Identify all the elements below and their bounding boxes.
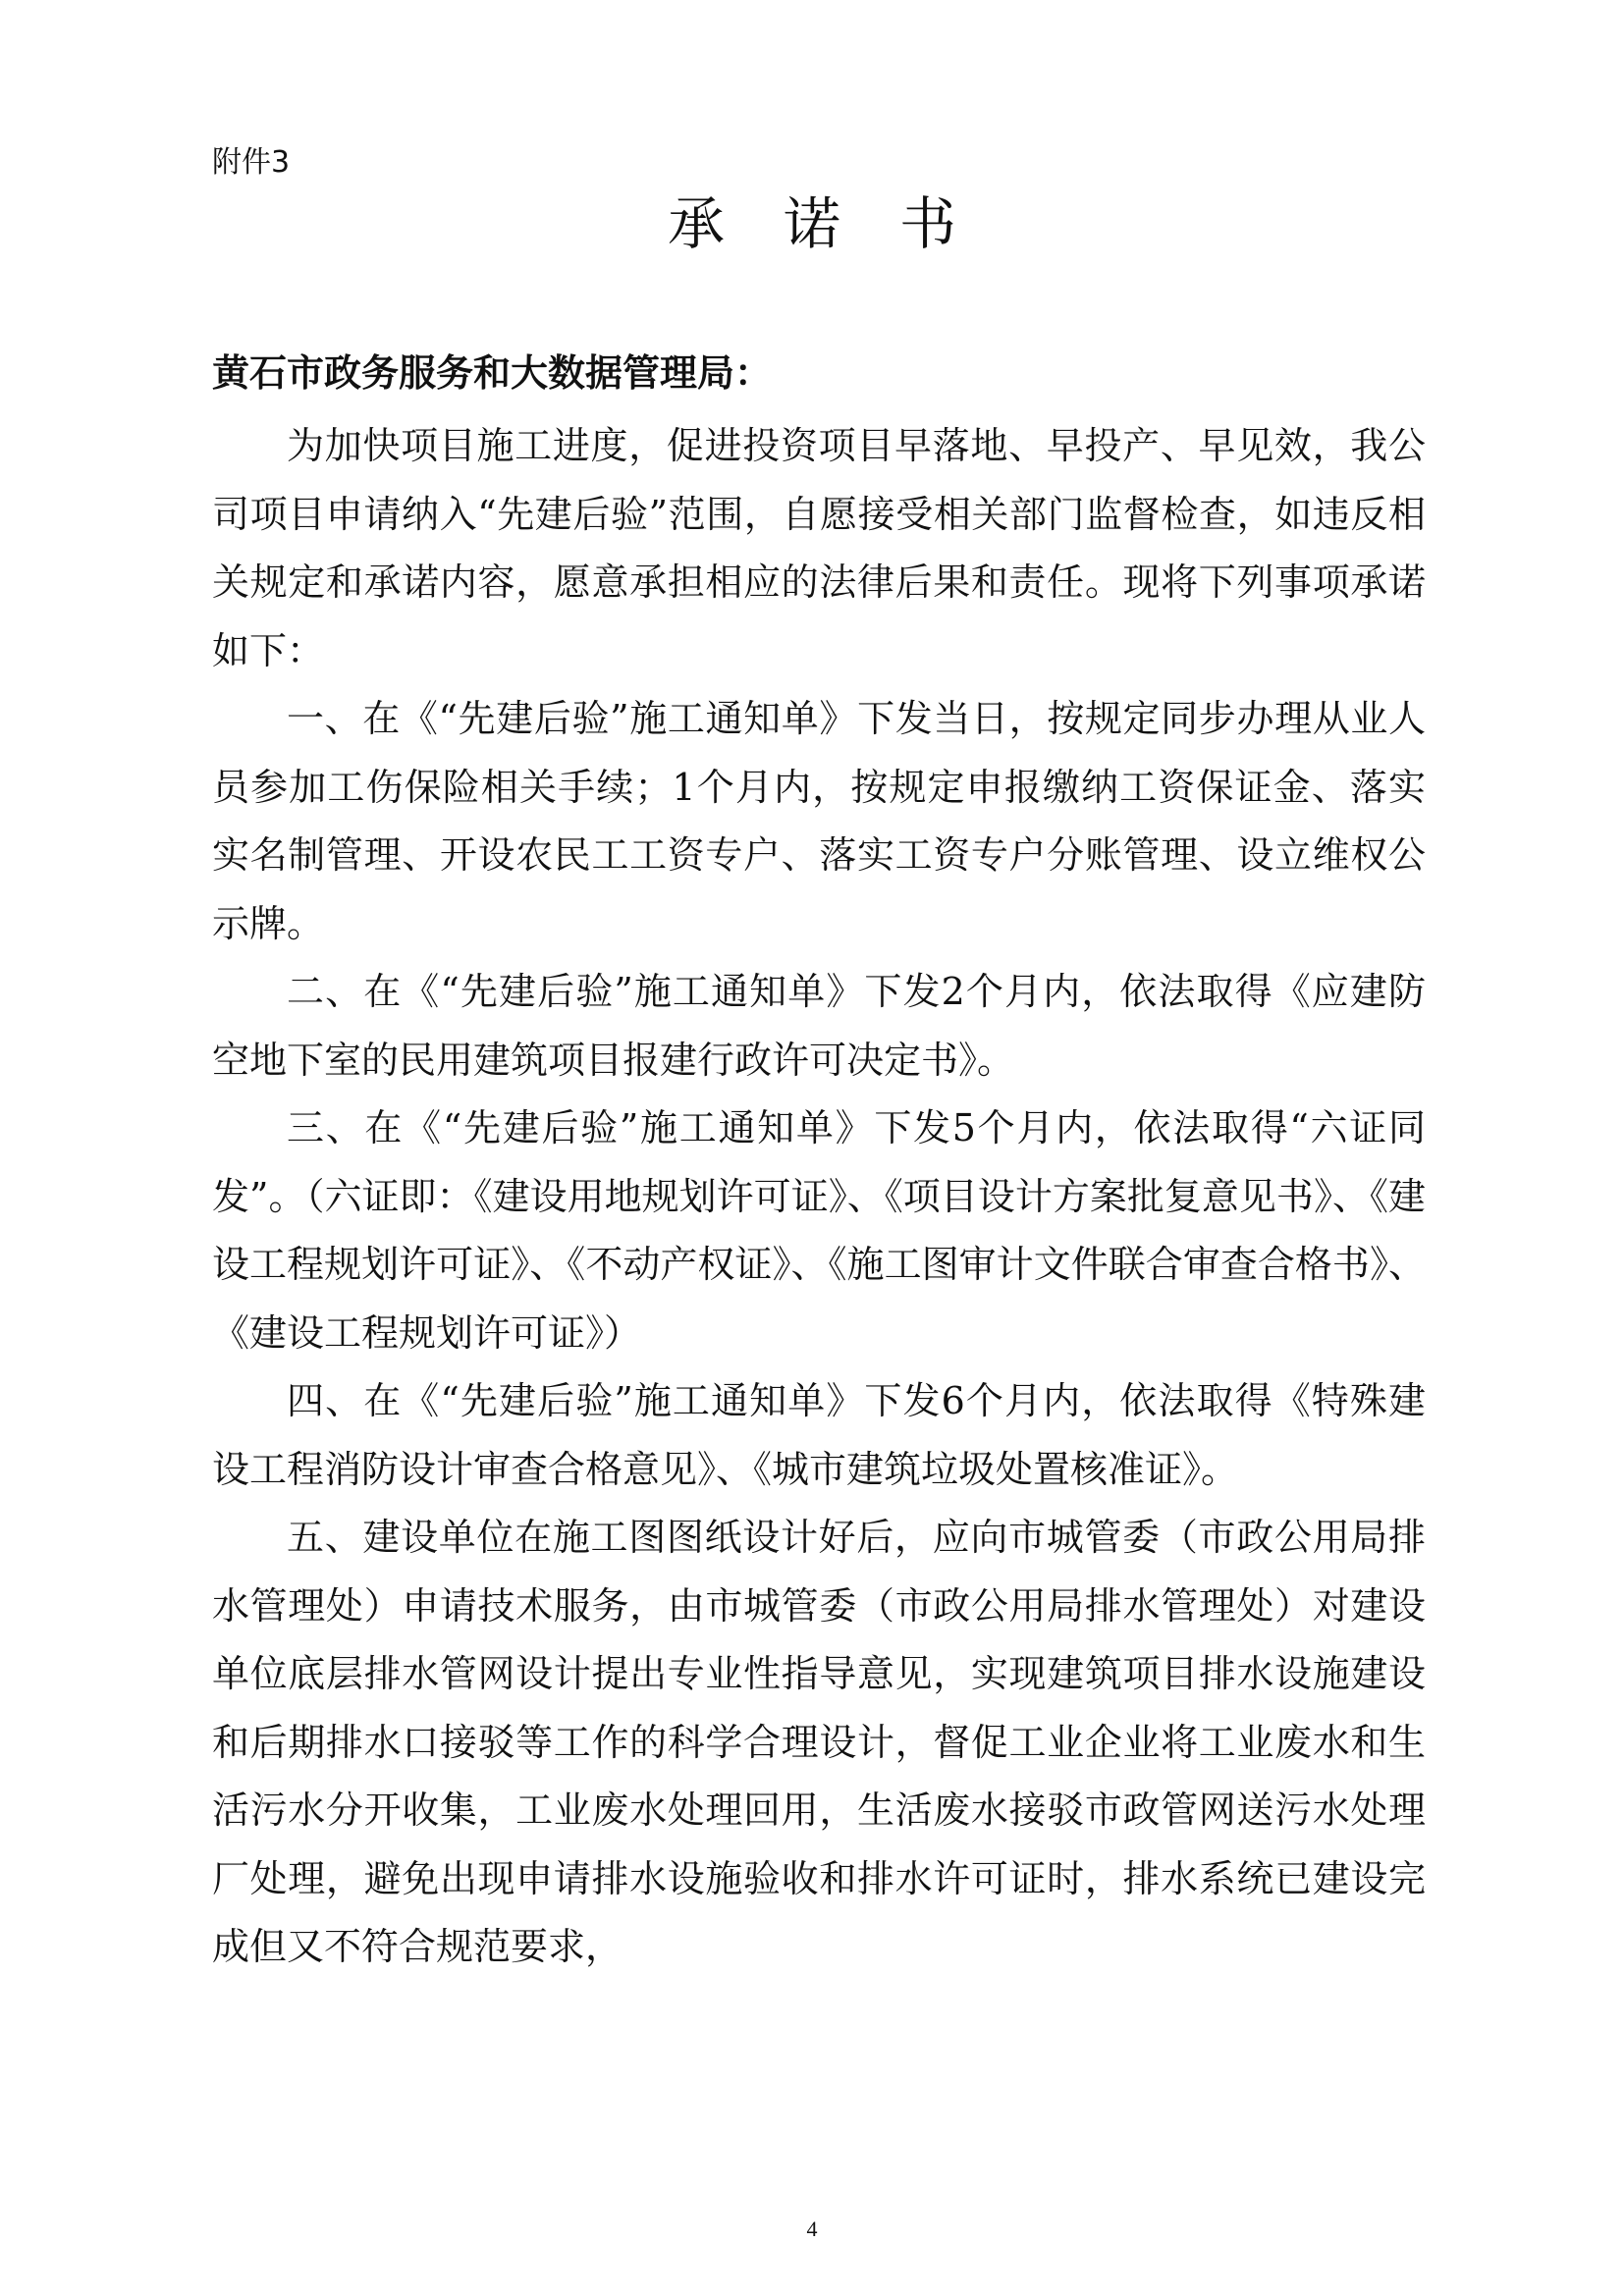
paragraph-item-1: 一、在《“先建后验”施工通知单》下发当日，按规定同步办理从业人员参加工伤保险相关手续；1个月内，按规定申报缴纳工资保证金、落实实名制管理、开设农民工工资专户、落实工资专户分账管理、设立维权公示牌。 [212,697,1426,945]
document-title: 承诺书 [667,190,1015,257]
paragraph-item-4: 四、在《“先建后验”施工通知单》下发6个月内，依法取得《特殊建设工程消防设计审查合格意见》、《城市建筑垃圾处置核准证》。 [212,1379,1426,1491]
document-body [212,412,1426,1982]
paragraph-item-5: 五、建设单位在施工图图纸设计好后，应向市城管委（市政公用局排水管理处）申请技术服务，由市城管委（市政公用局排水管理处）对建设单位底层排水管网设计提出专业性指导意见，实现建筑项目排水设施建设和后期排水口接驳等工作的科学合理设计，督促工业企业将工业废水和生活污水分开收集，工业废水处理回用，生活废水接驳市政管网送污水处理厂处理，避免出现申请排水设施验收和排水许可证时，排水系统已建设完成但又不符合规范要求， [212,1516,1426,1968]
salutation: 黄石市政务服务和大数据管理局： [212,351,773,395]
page-number: 4 [806,2216,818,2241]
attachment-label: 附件3 [212,145,291,180]
paragraph-item-3: 三、在《“先建后验”施工通知单》下发5个月内，依法取得“六证同发”。（六证即：《建设用地规划许可证》、《项目设计方案批复意见书》、《建设工程规划许可证》、《不动产权证》、《施工图审计文件联合审查合格书》、《建设工程规划许可证》） [212,1106,1426,1355]
paragraph-intro: 为加快项目施工进度，促进投资项目早落地、早投产、早见效，我公司项目申请纳入“先建后验”范围，自愿接受相关部门监督检查，如违反相关规定和承诺内容，愿意承担相应的法律后果和责任。现将下列事项承诺如下： [212,424,1426,672]
paragraph-item-2: 二、在《“先建后验”施工通知单》下发2个月内，依法取得《应建防空地下室的民用建筑项目报建行政许可决定书》。 [212,970,1426,1082]
